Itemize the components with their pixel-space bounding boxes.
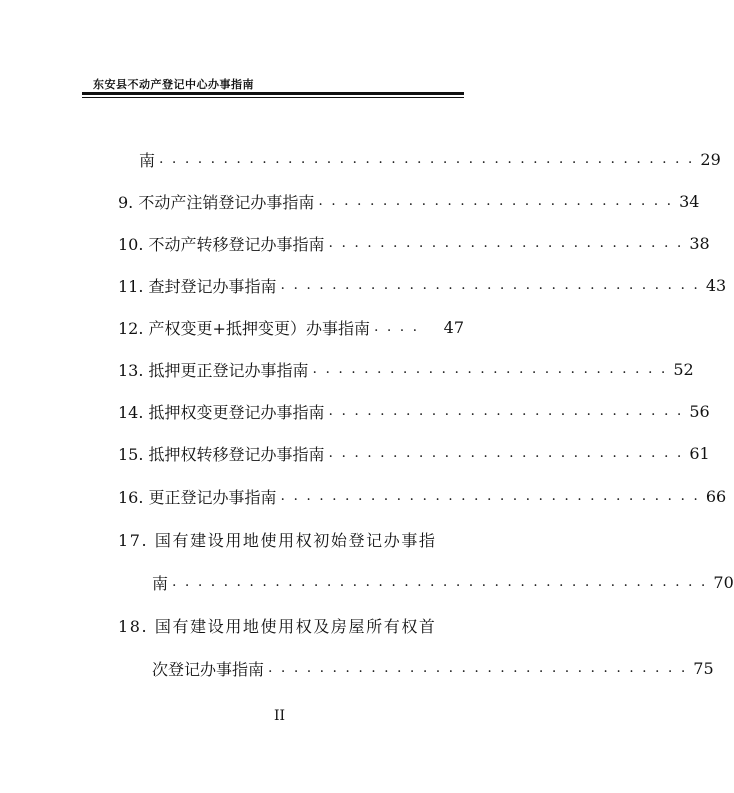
toc-leader: . . . . . . . . . . . . . . . . . . . . . . . . . . . . — [328, 235, 684, 251]
toc-entry[interactable] — [118, 231, 710, 255]
toc-entry-page: 70 — [713, 572, 734, 592]
toc-entry-page: 34 — [679, 191, 700, 211]
toc-entry-title: 16. 更正登记办事指南 — [118, 487, 277, 507]
toc-entry-title: 15. 抵押权转移登记办事指南 — [118, 444, 325, 464]
toc-entry-title: 南 — [139, 150, 156, 170]
toc-entry-page: 47 — [443, 317, 464, 337]
toc-entry[interactable] — [118, 315, 464, 339]
toc-entry-page: 29 — [700, 149, 721, 169]
running-header: 东安县不动产登记中心办事指南 — [93, 78, 254, 91]
toc-entry-title: 18. 国有建设用地使用权及房屋所有权首 — [118, 616, 437, 636]
toc-entry-title: 11. 查封登记办事指南 — [118, 276, 277, 296]
toc-entry-title: 南 — [152, 573, 169, 593]
toc-entry[interactable] — [118, 357, 694, 381]
toc-entry-title: 13. 抵押更正登记办事指南 — [118, 360, 309, 380]
toc-leader: . . . . . . . . . . . . . . . . . . . . . . . . . . . . — [328, 403, 684, 419]
toc-entry-page: 43 — [705, 275, 727, 295]
toc-leader: . . . . . . . . . . . . . . . . . . . . . . . . . . . . — [312, 361, 668, 377]
toc-leader: . . . . . . . . . . . . . . . . . . . . . . . . . . . . . . . . . . . . . . . . . . — [159, 151, 695, 167]
toc-entry[interactable] — [118, 527, 464, 551]
toc-leader: . . . . . . . . . . . . . . . . . . . . . . . . . . . . — [318, 193, 674, 209]
toc-entry-title: 10. 不动产转移登记办事指南 — [118, 234, 325, 254]
page-number: II — [273, 708, 286, 724]
toc-entry[interactable] — [118, 399, 710, 423]
toc-entry-page: 52 — [673, 359, 694, 379]
toc-leader: . . . . . . . . . . . . . . . . . . . . . . . . . . . . . . . . . . . . . . . . . . — [172, 574, 708, 590]
toc-entry-title: 次登记办事指南 — [152, 659, 265, 679]
toc-entry-page: 75 — [693, 658, 714, 678]
toc-leader: . . . . — [373, 319, 420, 335]
toc-entry-title: 17. 国有建设用地使用权初始登记办事指 — [118, 530, 437, 550]
toc-entry-page: 61 — [689, 443, 710, 463]
toc-entry[interactable] — [152, 656, 714, 680]
toc-entry-page: 38 — [689, 233, 710, 253]
toc-entry[interactable] — [139, 147, 721, 171]
toc-entry-title: 9. 不动产注销登记办事指南 — [118, 192, 315, 212]
toc-entry-page: 56 — [689, 401, 710, 421]
toc-entry-title: 12. 产权变更+抵押变更）办事指南 — [118, 318, 370, 338]
toc-entry[interactable] — [118, 441, 710, 465]
toc-leader: . . . . . . . . . . . . . . . . . . . . . . . . . . . . — [328, 445, 684, 461]
toc-entry[interactable] — [118, 613, 464, 637]
toc-entry[interactable] — [118, 273, 727, 297]
toc-entry-title: 14. 抵押权变更登记办事指南 — [118, 402, 325, 422]
toc-entry-page: 66 — [705, 486, 727, 506]
toc-entry[interactable] — [152, 570, 734, 594]
toc-entry[interactable] — [118, 484, 727, 508]
toc-leader: . . . . . . . . . . . . . . . . . . . . . . . . . . . . . . . . . — [268, 660, 688, 676]
toc-entry[interactable] — [118, 189, 700, 213]
toc-leader: . . . . . . . . . . . . . . . . . . . . . . . . . . . . . . . . . — [280, 488, 700, 504]
toc-leader: . . . . . . . . . . . . . . . . . . . . . . . . . . . . . . . . . — [280, 277, 700, 293]
